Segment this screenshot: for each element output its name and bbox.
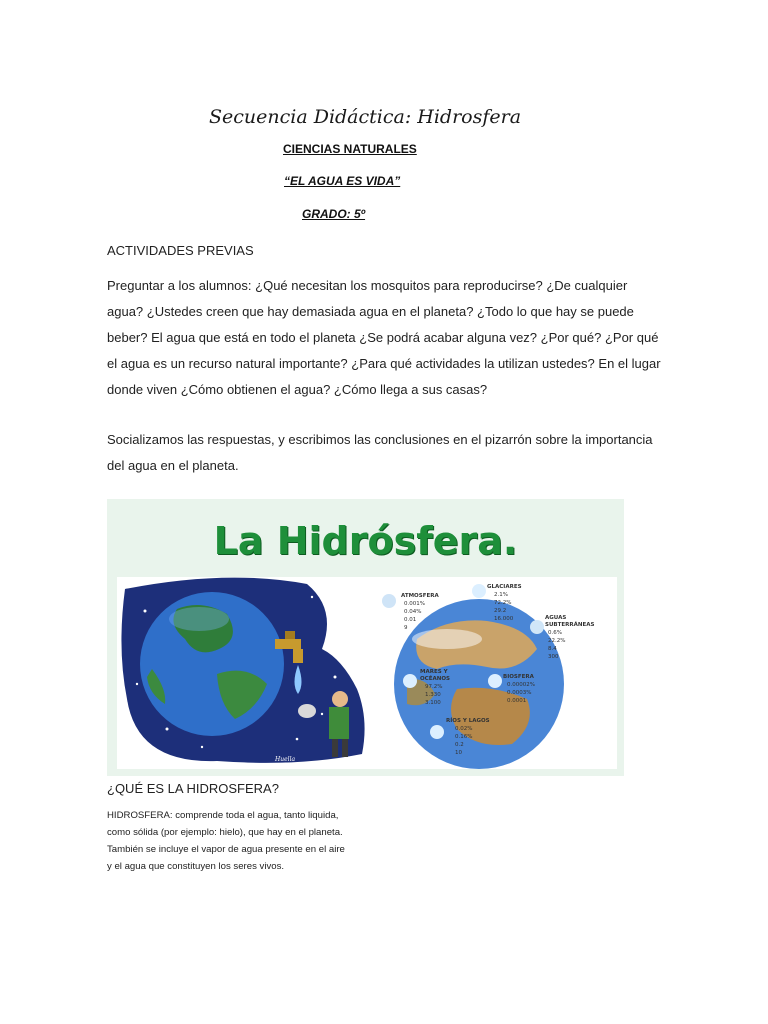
svg-text:1.330: 1.330 (425, 692, 441, 698)
svg-text:0.04%: 0.04% (404, 609, 422, 615)
what-is-hydrosphere-heading: ¿QUÉ ES LA HIDROSFERA? (107, 781, 279, 796)
glaciares-label: GLACIARES (487, 584, 522, 590)
svg-text:0.02%: 0.02% (455, 726, 473, 732)
previous-activities-heading: ACTIVIDADES PREVIAS (107, 243, 254, 258)
socialize-paragraph: Socializamos las respuestas, y escribimos las conclusiones en el pizarrón sobre la importancia del agua en el planeta. (107, 432, 653, 473)
svg-text:3.100: 3.100 (425, 700, 441, 706)
svg-text:0.0003%: 0.0003% (507, 690, 532, 696)
svg-text:0.6%: 0.6% (548, 630, 562, 636)
svg-text:0.01: 0.01 (404, 617, 417, 623)
svg-text:2.1%: 2.1% (494, 592, 508, 598)
svg-text:10: 10 (455, 750, 462, 756)
theme-subtitle: “EL AGUA ES VIDA” (284, 174, 401, 188)
svg-text:29.2: 29.2 (494, 608, 507, 614)
svg-text:OCÉANOS: OCÉANOS (420, 676, 450, 682)
svg-text:97.2%: 97.2% (425, 684, 443, 690)
document-title: Secuencia Didáctica: Hidrosfera (209, 106, 522, 128)
hydrosphere-figure (107, 499, 624, 776)
svg-text:0.00002%: 0.00002% (507, 682, 535, 688)
svg-text:8.4: 8.4 (548, 646, 557, 652)
svg-text:22.2%: 22.2% (548, 638, 566, 644)
svg-text:300: 300 (548, 654, 559, 660)
rios-lagos-label: RÍOS Y LAGOS (446, 718, 490, 724)
biosfera-label: BIOSFERA (503, 674, 534, 680)
grade-subtitle: GRADO: 5º (302, 207, 366, 221)
figure-title: La Hidrósfera. (213, 519, 518, 563)
svg-text:0.0001: 0.0001 (507, 698, 527, 704)
water-distribution-diagram (365, 577, 617, 769)
earth-faucet-illustration (117, 577, 365, 769)
svg-text:0.16%: 0.16% (455, 734, 473, 740)
artist-signature: Huella (275, 756, 296, 763)
svg-text:0.001%: 0.001% (404, 601, 425, 607)
aguas-subterraneas-label: AGUAS (545, 615, 567, 621)
atmosfera-label: ATMOSFERA (401, 593, 439, 599)
svg-text:16.000: 16.000 (494, 616, 514, 622)
hydrosphere-illustration (107, 499, 624, 776)
svg-text:9: 9 (404, 625, 408, 631)
svg-text:0.2: 0.2 (455, 742, 464, 748)
hydrosphere-definition: HIDROSFERA: comprende toda el agua, tanto liquida, como sólida (por ejemplo: hielo), que hay en el planeta. También se incluye el vapor de agua presente en el aire y el agua que constituyen los seres vivos. (107, 810, 345, 872)
svg-text:SUBTERRÁNEAS: SUBTERRÁNEAS (545, 622, 595, 628)
svg-text:72.2%: 72.2% (494, 600, 512, 606)
questions-paragraph: Preguntar a los alumnos: ¿Qué necesitan los mosquitos para reproducirse? ¿De cualquier agua? ¿Ustedes creen que hay demasiada agua en el planeta? ¿Todo lo que hay se puede beber? El agua que está en todo el planeta ¿Se podrá acabar alguna vez? ¿Por qué? ¿Por qué el agua es un recurso natural importante? ¿Para qué actividades la utilizan ustedes? En el lugar donde viven ¿Cómo obtienen el agua? ¿Cómo llega a sus casas? (107, 278, 661, 397)
mares-oceanos-label: MARES Y (420, 669, 448, 675)
subject-subtitle: CIENCIAS NATURALES (283, 142, 417, 156)
